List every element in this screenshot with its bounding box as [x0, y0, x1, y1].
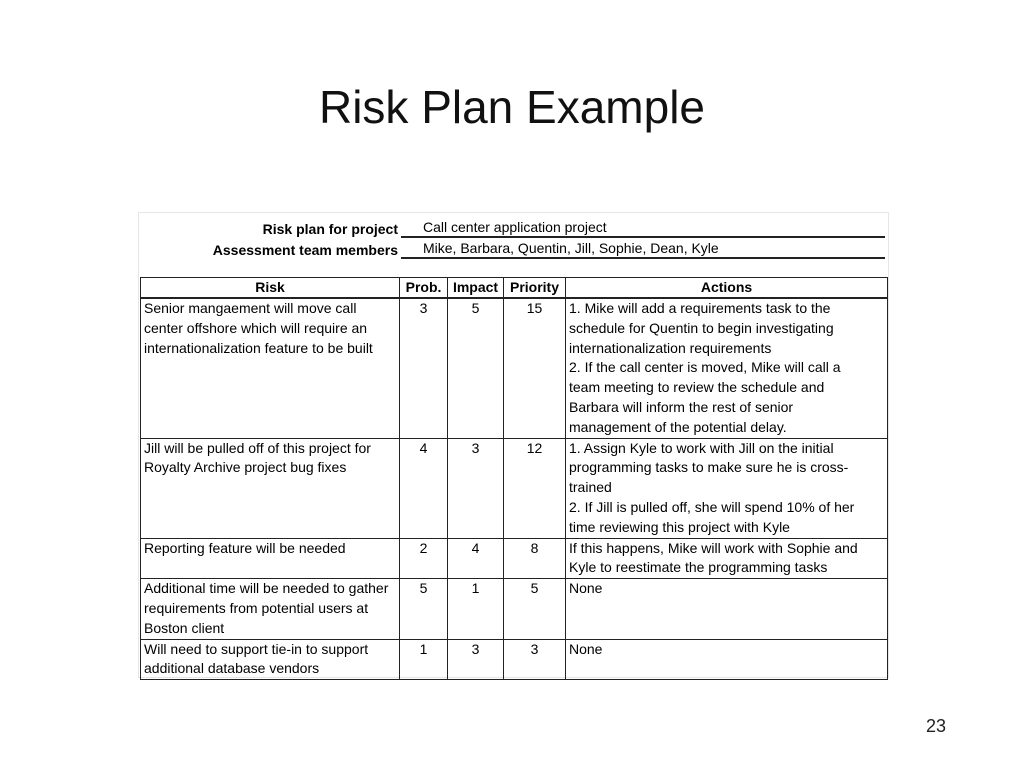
action-line: 1. Mike will add a requirements task to the — [569, 300, 831, 316]
action-line: Kyle to reestimate the programming tasks — [569, 559, 828, 576]
risk-cell: Will need to support tie-in to support additional database vendors — [141, 639, 400, 680]
project-label: Risk plan for project — [262, 221, 398, 237]
header-impact: Impact — [448, 278, 504, 299]
prob-cell: 2 — [400, 538, 448, 579]
team-value: Mike, Barbara, Quentin, Jill, Sophie, Dean, Kyle — [401, 240, 885, 259]
action-line: 2. If the call center is moved, Mike will call a — [569, 359, 841, 376]
priority-cell: 8 — [504, 538, 566, 579]
impact-cell: 3 — [448, 438, 504, 538]
project-value: Call center application project — [401, 219, 885, 238]
action-line: If this happens, Mike will work with Sophie and — [569, 539, 858, 556]
header-actions: Actions — [566, 278, 888, 299]
table-row — [141, 538, 888, 579]
priority-cell: 5 — [504, 579, 566, 639]
actions-cell — [566, 639, 888, 680]
impact-cell: 4 — [448, 538, 504, 579]
project-meta — [139, 219, 888, 261]
header-priority: Priority — [504, 278, 566, 299]
action-line: None — [569, 580, 603, 597]
impact-cell: 1 — [448, 579, 504, 639]
action-line: 1. Assign Kyle to work with Jill on the initial — [569, 439, 834, 456]
priority-cell: 12 — [504, 438, 566, 538]
action-line: schedule for Quentin to begin investigating — [569, 319, 834, 336]
header-risk: Risk — [141, 278, 400, 299]
actions-cell — [566, 438, 888, 538]
priority-cell: 3 — [504, 639, 566, 680]
action-line: programming tasks to make sure he is cross- — [569, 459, 849, 476]
action-line: Barbara will inform the rest of senior — [569, 398, 794, 415]
team-label: Assessment team members — [212, 242, 398, 258]
actions-cell — [566, 298, 888, 438]
risk-cell: Jill will be pulled off of this project for Royalty Archive project bug fixes — [141, 438, 400, 538]
actions-cell — [566, 579, 888, 639]
priority-cell: 15 — [504, 298, 566, 438]
risk-table — [140, 277, 888, 680]
prob-cell: 5 — [400, 579, 448, 639]
action-line: 2. If Jill is pulled off, she will spend 10% of her — [569, 498, 855, 515]
action-line: management of the potential delay. — [569, 418, 787, 435]
impact-cell: 5 — [448, 298, 504, 438]
table-header-row — [141, 278, 888, 299]
slide-title: Risk Plan Example — [318, 81, 706, 133]
action-line: None — [569, 640, 603, 657]
prob-cell: 4 — [400, 438, 448, 538]
header-prob: Prob. — [400, 278, 448, 299]
risk-cell: Additional time will be needed to gather requirements from potential users at Boston client — [141, 579, 400, 639]
action-line: team meeting to review the schedule and — [569, 379, 825, 396]
table-row — [141, 639, 888, 680]
table-row — [141, 298, 888, 438]
action-line: time reviewing this project with Kyle — [569, 518, 790, 535]
project-row — [139, 219, 888, 240]
team-row — [139, 240, 888, 261]
impact-cell: 3 — [448, 639, 504, 680]
table-row — [141, 579, 888, 639]
risk-plan-sheet — [138, 212, 889, 678]
risk-cell: Senior mangaement will move call center offshore which will require an internationalization feature to be built — [141, 298, 400, 438]
actions-cell — [566, 538, 888, 579]
prob-cell: 3 — [400, 298, 448, 438]
page-number: 23 — [926, 716, 947, 736]
action-line: trained — [569, 479, 612, 496]
table-row — [141, 438, 888, 538]
risk-cell: Reporting feature will be needed — [141, 538, 400, 579]
action-line: internationalization requirements — [569, 339, 772, 356]
prob-cell: 1 — [400, 639, 448, 680]
